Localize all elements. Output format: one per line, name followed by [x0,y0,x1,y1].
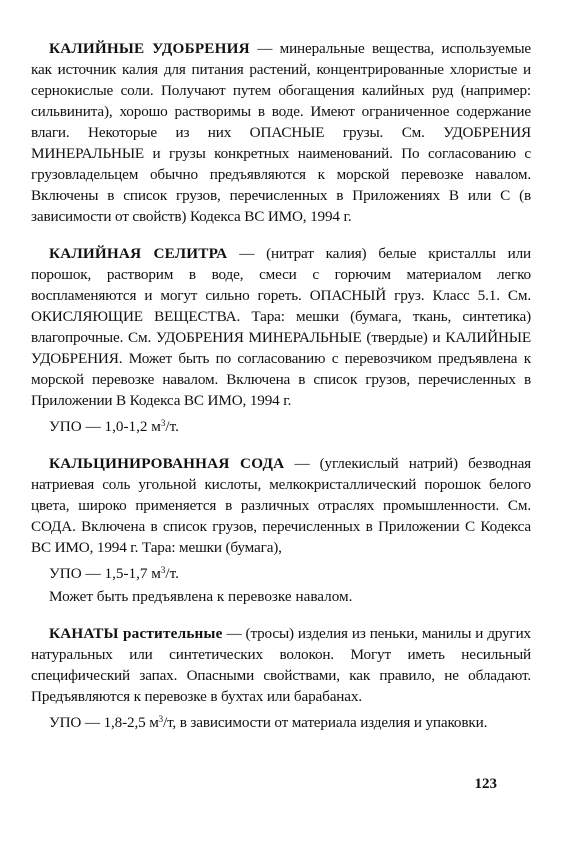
stowage-factor [31,709,531,733]
entry-paragraph [31,38,531,227]
entry-potash-fertilizers [31,38,531,227]
entry-term: КАЛЬЦИНИРОВАННАЯ СОДА [49,455,285,472]
stowage-factor-unit: /т. [165,418,179,435]
entry-term: КАНАТЫ растительные [49,625,223,642]
stowage-factor-value: УПО — 1,0-1,2 м [49,418,161,435]
entry-paragraph [31,243,531,411]
entry-term: КАЛИЙНЫЕ УДОБРЕНИЯ [49,40,250,57]
stowage-factor-unit: /т, в зависимости от материала изделия и упаковки. [163,714,488,731]
stowage-factor-superscript: 3 [160,418,166,428]
entry-note: Может быть предъявлена к перевозке навалом. [49,588,353,605]
stowage-factor-value: УПО — 1,5-1,7 м [49,565,161,582]
entry-ropes [31,623,531,733]
stowage-factor-superscript: 3 [158,714,164,724]
entry-soda-ash [31,453,531,607]
entry-text: — минеральные вещества, используемые как источник калия для питания растений, концентрированные хлористые и сернокислые соли. Получают путем обогащения калийных руд (например: сильвинита), хорошо растворимы в воде. Имеют ограниченное содержание влаги. Некоторые из них ОПАСНЫЕ грузы. См. УДОБРЕНИЯ МИНЕРАЛЬНЫЕ и грузы конкретных наименований. По согласованию с грузовладельцем обычно предъявляются к морской перевозке навалом. Включены в список грузов, перечисленных в Приложениях В или С (в зависимости от свойств) Кодекса ВС ИМО, 1994 г. [31,40,531,225]
entry-text: — (нитрат калия) белые кристаллы или порошок, растворим в воде, смеси с горючим материалом легко воспламеняются и могут сильно гореть. ОПАСНЫЙ груз. Класс 5.1. См. ОКИСЛЯЮЩИЕ ВЕЩЕСТВА. Тара: мешки (бумага, ткань, синтетика) влагопрочные. См. УДОБРЕНИЯ МИНЕРАЛЬНЫЕ (твердые) и КАЛИЙНЫЕ УДОБРЕНИЯ. Может быть по согласованию с перевозчиком предъявлена к морской перевозке навалом. Включена в список грузов, перечисленных в Приложении В Кодекса ВС ИМО, 1994 г. [31,245,531,409]
entry-paragraph [31,453,531,558]
entry-paragraph [31,623,531,707]
stowage-factor-value: УПО — 1,8-2,5 м [49,714,159,731]
entry-text: — (углекислый натрий) безводная натриевая соль угольной кислоты, мелкокристаллический порошок белого цвета, широко применяется в различных отраслях промышленности. См. СОДА. Включена в список грузов, перечисленных в Приложении С Кодекса ВС ИМО, 1994 г. Тара: мешки (бумага), [31,455,532,556]
stowage-factor-superscript: 3 [160,565,166,575]
entry-term: КАЛИЙНАЯ СЕЛИТРА [49,245,228,262]
entry-potassium-nitrate [31,243,531,437]
stowage-factor [31,413,531,437]
stowage-factor [31,560,531,584]
entry-text: — (тросы) изделия из пеньки, манилы и других натуральных или синтетических волокон. Могут иметь несильный специфический запах. Опасными свойствами, как правило, не обладают. Предъявляются к перевозке в бухтах или барабанах. [31,625,531,705]
stowage-factor-unit: /т. [165,565,179,582]
page-number: 123 [474,776,497,792]
page-body [31,38,531,749]
